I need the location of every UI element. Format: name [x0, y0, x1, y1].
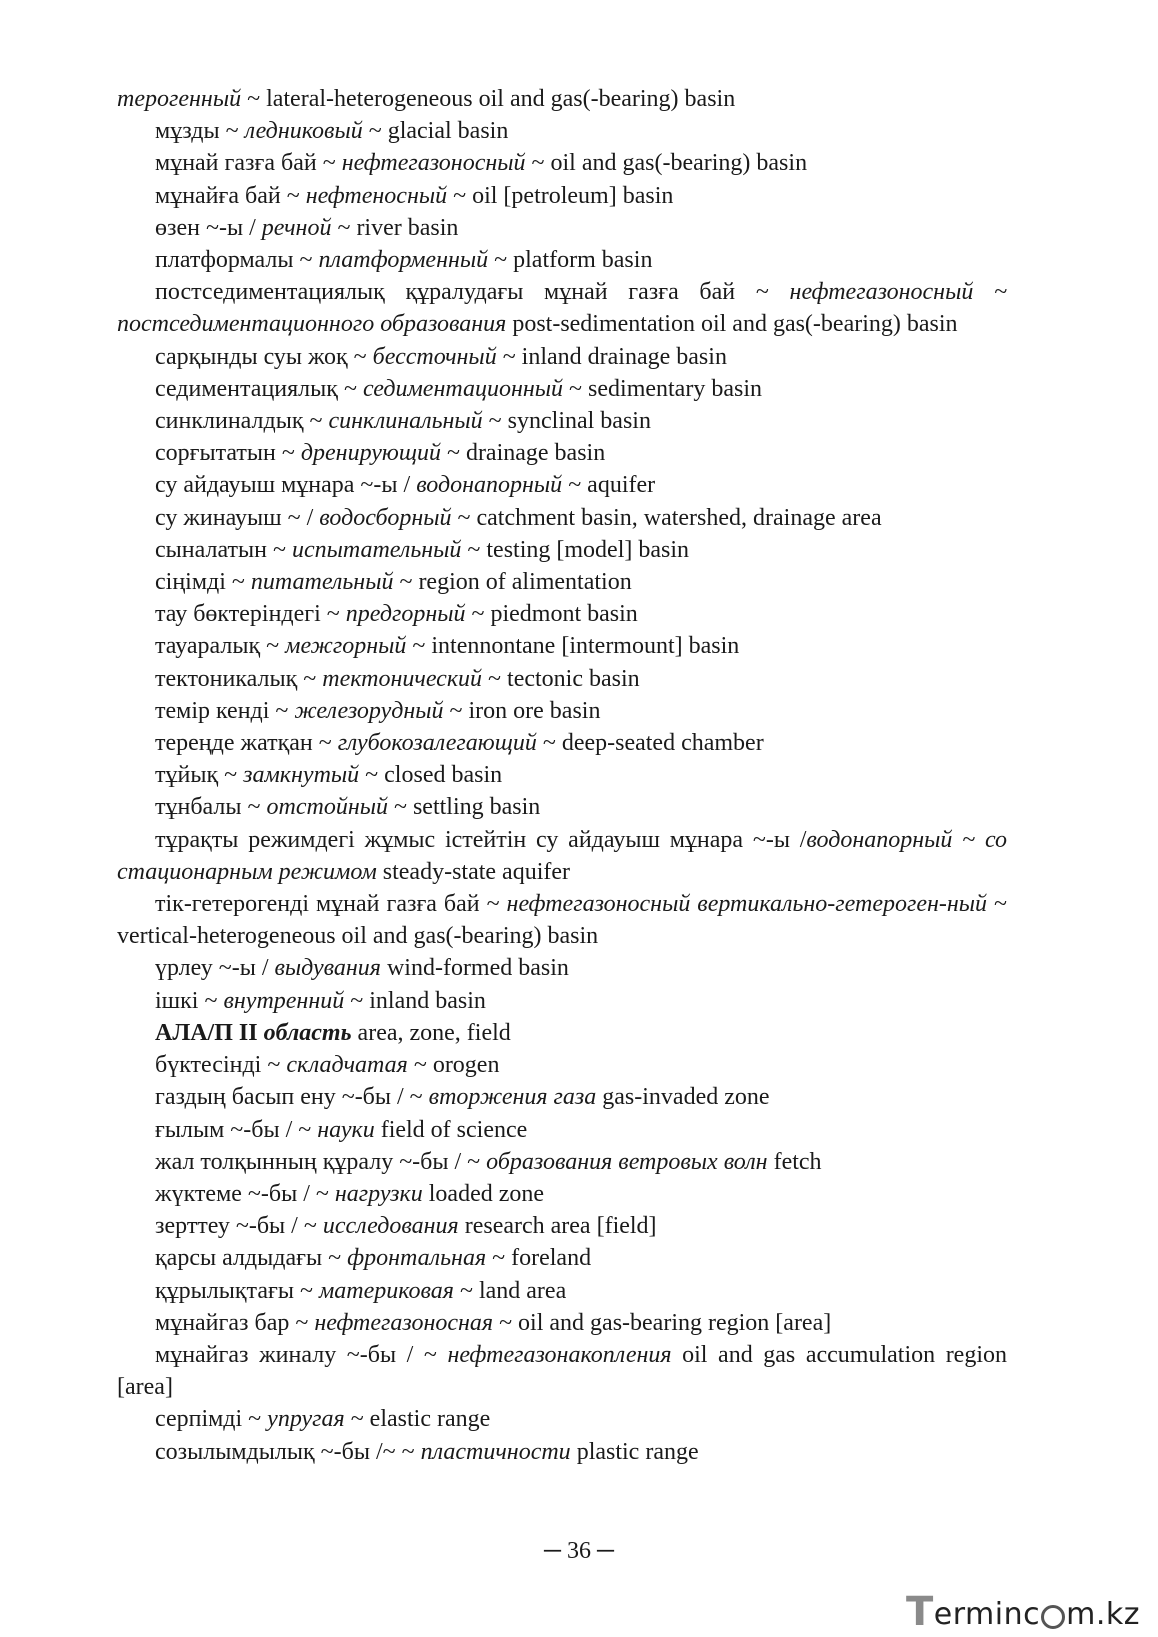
entry-text: тұрақты режимдегі жұмыс істейтін су айдауыш мұнара ~-ы /: [155, 826, 807, 853]
entry-term: исследования: [322, 1213, 459, 1240]
entry-text: су айдауыш мұнара ~-ы /: [155, 472, 417, 499]
watermark-o-icon: [1041, 1605, 1065, 1629]
entry-text: ~ inland basin: [344, 987, 486, 1014]
entry-text: мұнайгаз бар ~: [155, 1309, 315, 1336]
entry-text: жал толқынның құралу ~-бы / ~: [155, 1148, 487, 1175]
dictionary-entry: [117, 276, 1007, 340]
entry-term: внутренний: [223, 987, 345, 1014]
entry-text: wind-formed basin: [380, 955, 569, 982]
entry-term: водосборный: [319, 504, 452, 531]
entry-text: ~ oil and gas-bearing region [area]: [493, 1309, 832, 1336]
entry-text: ~ synclinal basin: [482, 408, 651, 435]
entry-term: межгорный: [285, 633, 407, 660]
dictionary-entry: [117, 759, 1007, 791]
dictionary-entry: [117, 985, 1007, 1017]
entry-term: область: [263, 1019, 352, 1046]
entry-text: ~ elastic range: [344, 1406, 491, 1433]
entry-text: бүктесінді ~: [155, 1052, 287, 1079]
entry-text: тік-гетерогенді мұнай газға бай ~: [155, 891, 507, 918]
entry-text: ~ drainage basin: [440, 440, 606, 467]
dictionary-entry: [117, 695, 1007, 727]
dictionary-entry: [117, 1210, 1007, 1242]
entry-term: нефтегазоносный вертикально-гетероген-ный: [506, 891, 988, 918]
entry-term: платформенный: [318, 247, 489, 274]
watermark-text-2: m.kz: [1066, 1597, 1140, 1632]
entry-text: мұнайгаз жиналу ~-бы / ~: [155, 1341, 448, 1368]
entry-term: нефтегазоносная: [314, 1309, 494, 1336]
entry-term: дренирующий: [300, 440, 441, 467]
entry-text: сыналатын ~: [155, 536, 292, 563]
dictionary-entry: [117, 502, 1007, 534]
dictionary-entry: [117, 1178, 1007, 1210]
dictionary-entry: [117, 115, 1007, 147]
dictionary-entry: [117, 1275, 1007, 1307]
entry-text: тектоникалық ~: [155, 665, 323, 692]
entry-text: ~ catchment basin, watershed, drainage area: [451, 504, 882, 531]
entry-term: АЛА/П II: [155, 1019, 264, 1046]
dictionary-entry: [117, 727, 1007, 759]
entry-term: седиментационный: [362, 375, 564, 402]
entry-text: ~ glacial basin: [362, 118, 509, 145]
dictionary-entry: [117, 83, 1007, 115]
entry-text: ~ sedimentary basin: [563, 375, 762, 402]
entry-text: field of science: [374, 1116, 528, 1143]
entry-text: ~ vertical-heterogeneous oil and gas(-bearing) basin: [117, 891, 1007, 950]
entry-text: тереңде жатқан ~: [155, 730, 338, 757]
entry-term: железорудный: [294, 697, 444, 724]
entry-text: ~ foreland: [486, 1245, 592, 1272]
entry-text: steady-state aquifer: [376, 858, 571, 885]
entry-text: тұйық ~: [155, 762, 244, 789]
dictionary-entry: [117, 534, 1007, 566]
entry-text: plastic range: [570, 1438, 699, 1465]
entry-text: oil and gas accumulation region [area]: [117, 1341, 1008, 1401]
dictionary-entry: [117, 791, 1007, 823]
entry-text: ~ closed basin: [359, 762, 503, 789]
entry-text: gas-invaded zone: [596, 1084, 770, 1111]
dictionary-entry: [117, 1049, 1007, 1081]
entry-term: водонапорный ~ со стационарным режимом: [117, 826, 1008, 885]
dictionary-entry: [117, 1403, 1007, 1435]
dictionary-entry: [117, 341, 1007, 373]
entry-text: үрлеу ~-ы /: [155, 955, 275, 982]
entry-term: нефтегазонакопления: [447, 1341, 672, 1368]
dictionary-entry: [117, 824, 1007, 888]
dictionary-entry: [117, 180, 1007, 212]
entry-term: синклинальный: [328, 408, 483, 435]
entry-text: ~ deep-seated chamber: [536, 730, 764, 757]
dictionary-entry: [117, 1339, 1007, 1403]
entry-term: выдувания: [274, 955, 381, 982]
entry-term: упругая: [267, 1406, 345, 1433]
dictionary-entry: [117, 1436, 1007, 1468]
entry-text: мұнай газға бай ~: [155, 150, 342, 177]
watermark-initial: T: [905, 1589, 934, 1635]
entry-text: ~ platform basin: [488, 247, 653, 274]
entry-term: материковая: [318, 1277, 454, 1304]
termincom-watermark: [905, 1589, 1140, 1635]
entry-term: предгорный: [345, 601, 466, 628]
entry-text: синклиналдық ~: [155, 408, 329, 435]
entry-text: су жинауыш ~ /: [155, 504, 320, 531]
entry-term: испытательный: [291, 536, 462, 563]
entry-term: вторжения газа: [428, 1084, 597, 1111]
dictionary-entry: [117, 469, 1007, 501]
entry-text: өзен ~-ы /: [155, 214, 262, 241]
entry-text: ~ inland drainage basin: [496, 343, 727, 370]
entry-text: созылымдылық ~-бы /~ ~: [155, 1438, 421, 1465]
entry-text: ~ oil and gas(-bearing) basin: [525, 150, 808, 177]
dictionary-entry: [117, 373, 1007, 405]
entry-term: пластичности: [420, 1438, 571, 1465]
dictionary-entry: [117, 1114, 1007, 1146]
dictionary-entry: [117, 598, 1007, 630]
entry-term: бессточный: [372, 343, 497, 370]
entry-term: глубокозалегающий: [337, 730, 537, 757]
entry-text: зерттеу ~-бы / ~: [155, 1213, 323, 1240]
entry-text: area, zone, field: [351, 1019, 511, 1046]
entry-text: ~ settling basin: [387, 794, 541, 821]
entry-text: тұнбалы ~: [155, 794, 267, 821]
entry-text: ~ testing [model] basin: [461, 536, 690, 563]
entry-term: нефтегазоносный ~ постседиментационного образования: [117, 279, 1008, 338]
dictionary-entry: [117, 1081, 1007, 1113]
entry-text: ~ piedmont basin: [465, 601, 638, 628]
entry-text: research area [field]: [458, 1213, 657, 1240]
entry-text: fetch: [767, 1148, 822, 1175]
watermark-text-1: erminc: [933, 1597, 1041, 1632]
entry-text: темір кенді ~: [155, 697, 295, 724]
dictionary-page: [117, 83, 1007, 1468]
dictionary-entry: [117, 1242, 1007, 1274]
dictionary-entry: [117, 1307, 1007, 1339]
entry-text: жүктеме ~-бы / ~: [155, 1180, 335, 1207]
entry-term: питательный: [250, 569, 394, 596]
entry-text: ішкі ~: [155, 987, 224, 1014]
entry-text: мұнайға бай ~: [155, 182, 306, 209]
entry-text: сорғытатын ~: [155, 440, 301, 467]
entry-text: ~ region of alimentation: [393, 569, 632, 596]
entry-text: loaded zone: [422, 1180, 545, 1207]
entry-text: ~ intennontane [intermount] basin: [406, 633, 740, 660]
entry-text: серпімді ~: [155, 1406, 268, 1433]
dictionary-entry: [117, 212, 1007, 244]
entry-text: post-sedimentation oil and gas(-bearing) basin: [506, 311, 958, 338]
entry-text: ғылым ~-бы / ~: [155, 1116, 318, 1143]
entry-text: ~ orogen: [407, 1052, 500, 1079]
entry-term: терогенный: [117, 86, 242, 112]
entry-term: науки: [317, 1116, 375, 1143]
entry-term: отстойный: [266, 794, 388, 821]
dictionary-entry: [117, 405, 1007, 437]
entry-text: сарқынды суы жоқ ~: [155, 343, 373, 370]
dictionary-entry: [117, 437, 1007, 469]
entry-term: замкнутый: [243, 762, 360, 789]
entry-term: фронтальная: [347, 1245, 487, 1272]
dictionary-entry: [117, 663, 1007, 695]
entry-text: ~ oil [petroleum] basin: [447, 182, 674, 209]
entry-text: тау бөктеріндегі ~: [155, 601, 346, 628]
dictionary-entry: [117, 952, 1007, 984]
entry-text: платформалы ~: [155, 247, 319, 274]
entry-term: ледниковый: [244, 118, 363, 145]
entry-text: газдың басып ену ~-бы / ~: [155, 1084, 429, 1111]
entry-text: құрылықтағы ~: [155, 1277, 319, 1304]
dictionary-entry: [117, 1146, 1007, 1178]
dictionary-entry: [117, 888, 1007, 952]
entry-text: ~ iron ore basin: [443, 697, 601, 724]
entry-term: складчатая: [286, 1052, 408, 1079]
entry-text: сіңімді ~: [155, 569, 251, 596]
page-number: ─ 36 ─: [543, 1538, 614, 1564]
entry-text: ~ aquifer: [562, 472, 656, 499]
dictionary-entry: [117, 630, 1007, 662]
entry-text: ~ tectonic basin: [482, 665, 640, 692]
dictionary-entry: [117, 147, 1007, 179]
entry-text: тауаралық ~: [155, 633, 286, 660]
entry-term: нагрузки: [334, 1180, 423, 1207]
entry-term: тектонический: [322, 665, 483, 692]
entry-term: нефтегазоносный: [341, 150, 526, 177]
entry-term: водонапорный: [416, 472, 563, 499]
entry-text: ~ land area: [453, 1277, 567, 1304]
entry-text: ~ lateral-heterogeneous oil and gas(-bearing) basin: [241, 86, 736, 112]
dictionary-entry: [117, 566, 1007, 598]
dictionary-entry: [117, 1017, 1007, 1049]
entry-term: нефтеносный: [305, 182, 448, 209]
entry-text: ~ river basin: [331, 214, 459, 241]
entry-text: мұзды ~: [155, 118, 245, 145]
entry-text: қарсы алдыдағы ~: [155, 1245, 348, 1272]
entry-term: образования ветровых волн: [486, 1148, 768, 1175]
entry-text: седиментациялық ~: [155, 375, 363, 402]
entry-text: постседиментациялық құралудағы мұнай газға бай ~: [155, 279, 790, 306]
entry-term: речной: [261, 214, 332, 241]
dictionary-entry: [117, 244, 1007, 276]
